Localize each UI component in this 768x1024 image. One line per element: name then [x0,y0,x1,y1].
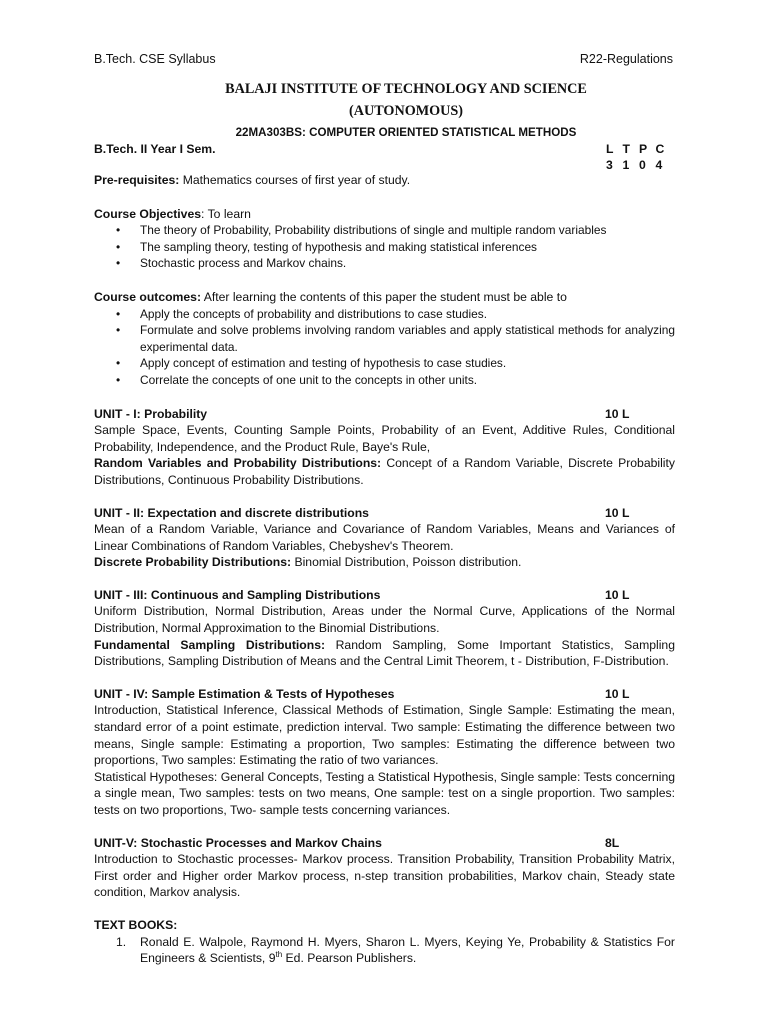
ltpc-value-l: 3 [606,158,613,172]
syllabus-content [94,172,675,967]
outcomes-list [94,306,675,389]
ltpc-label-c: C [655,142,665,156]
course-objectives-heading [94,206,675,223]
prerequisites-label: Pre-requisites: [94,173,180,187]
course-code-title: 22MA303BS: COMPUTER ORIENTED STATISTICAL METHODS [235,126,577,139]
objectives-suffix: : To learn [201,206,251,221]
unit-5-heading [94,835,675,852]
unit-1-para [94,455,675,488]
unit-5-title: UNIT-V: Stochastic Processes and Markov Chains [94,835,382,850]
prerequisites-text: Mathematics courses of first year of study. [179,173,411,187]
textbook-number: 1. [116,934,127,949]
unit-1-title: UNIT - I: Probability [94,406,208,421]
unit-1-hours: 10 L [605,406,630,421]
objective-item: • The sampling theory, testing of hypothesis and making statistical inferences [140,239,675,256]
unit-5-para-text: Introduction to Stochastic processes- Markov process. Transition Probability, Transition Probability Matrix, First order and Higher order Markov process, n-step transition probabilities, Markov chain, Steady state condition, Markov analysis. [94,852,675,900]
institute-status: (AUTONOMOUS) [348,103,464,119]
header-right: R22-Regulations [579,52,673,66]
outcome-item: • Apply the concepts of probability and distributions to case studies. [140,306,675,323]
ltpc-label-p: P [639,142,648,156]
ltpc-label-t: T [622,142,630,156]
unit-4-para-text: Introduction, Statistical Inference, Classical Methods of Estimation, Single Sample: Estimating the mean, standard error of a point estimate, prediction interval. Two sample: Estimating the difference between two means, Single sample: Estimating a proportion, Two samples: Estimating the difference between two proportions, Two samples: Estimating the ratio of two variances. [94,703,675,768]
unit-3-title: UNIT - III: Continuous and Sampling Distributions [94,587,381,602]
objective-item: • Stochastic process and Markov chains. [140,255,675,272]
outcome-item: • Formulate and solve problems involving random variables and apply statistical methods for analyzing experimental data. [140,322,675,355]
unit-2-para [94,521,675,554]
unit-3-para-text: Uniform Distribution, Normal Distribution, Areas under the Normal Curve, Applications of the Normal Distribution, Normal Approximation to the Binomial Distributions. [94,604,675,636]
institute-name: BALAJI INSTITUTE OF TECHNOLOGY AND SCIENCE [225,81,587,97]
unit-2-hours: 10 L [605,505,630,520]
outcome-item: • Apply concept of estimation and testing of hypothesis to case studies. [140,355,675,372]
unit-4-para [94,702,675,768]
unit-2-para-text: Mean of a Random Variable, Variance and Covariance of Random Variables, Means and Variances of Linear Combinations of Random Variables, Chebyshev's Theorem. [94,522,675,553]
unit-5-para [94,851,675,901]
unit-1-para [94,422,675,455]
ltpc-value-c: 4 [655,158,663,172]
unit-1-subheading: Random Variables and Probability Distributions: [94,456,382,471]
unit-3-para [94,603,675,636]
unit-3-hours: 10 L [605,587,630,602]
unit-4-hours: 10 L [605,686,630,701]
unit-1-para-text: Concept of a Random Variable, Discrete Probability Distributions, Continuous Probability Distributions. [94,456,675,487]
unit-4-para-text: Statistical Hypotheses: General Concepts, Testing a Statistical Hypothesis, Single sample: Tests concerning a single mean, Two samples: tests on two means, One sample: test on a single proportion. Two samples: tests on two proportions, Two- sample tests concerning variances. [94,769,675,817]
textbooks-list [94,934,675,967]
objective-item: • The theory of Probability, Probability distributions of single and multiple random variables [140,222,675,239]
textbook-text-end: Ed. Pearson Publishers. [282,951,417,966]
unit-3-heading [94,587,675,604]
objectives-label: Course Objectives [94,206,202,221]
textbook-text: Ronald E. Walpole, Raymond H. Myers, Sharon L. Myers, Keying Ye, Probability & Statistics For Engineers & Scientists, 9 [140,934,675,966]
unit-4-title: UNIT - IV: Sample Estimation & Tests of Hypotheses [94,686,395,701]
outcome-item: • Correlate the concepts of one unit to the concepts in other units. [140,372,675,389]
unit-5-hours: 8L [605,835,620,850]
unit-3-subheading: Fundamental Sampling Distributions: [94,637,326,652]
semester-label: B.Tech. II Year I Sem. [94,142,216,156]
outcomes-text: After learning the contents of this paper the student must be able to [201,289,567,304]
textbooks-heading: TEXT BOOKS: [94,917,178,932]
unit-1-heading [94,406,675,423]
unit-1-para-text: Sample Space, Events, Counting Sample Points, Probability of an Event, Additive Rules, Conditional Probability, Independence, and the Product Rule, Baye's Rule, [94,423,675,454]
ltpc-label-l: L [606,142,614,156]
ltpc-labels [606,141,672,158]
course-outcomes-heading [94,289,675,306]
prerequisites [94,172,675,189]
header-left: B.Tech. CSE Syllabus [94,52,216,66]
unit-2-para-text: Binomial Distribution, Poisson distribution. [291,555,522,570]
unit-2-subheading: Discrete Probability Distributions: [94,555,292,570]
unit-2-title: UNIT - II: Expectation and discrete distributions [94,505,369,520]
ltpc-value-p: 0 [639,158,646,172]
unit-4-heading [94,686,675,703]
unit-2-heading [94,505,675,522]
unit-3-para-text: Random Sampling, Some Important Statistics, Sampling Distributions, Sampling Distribution of Means and the Central Limit Theorem, t - Distribution, F-Distribution. [94,637,675,669]
textbook-item [116,934,675,967]
outcomes-label: Course outcomes: [94,289,201,304]
unit-4-para [94,769,675,819]
ltpc-value-t: 1 [622,158,630,172]
textbook-edition-sup: th [275,950,283,960]
unit-3-para [94,637,675,670]
objectives-list [94,222,675,272]
unit-2-para [94,554,675,571]
